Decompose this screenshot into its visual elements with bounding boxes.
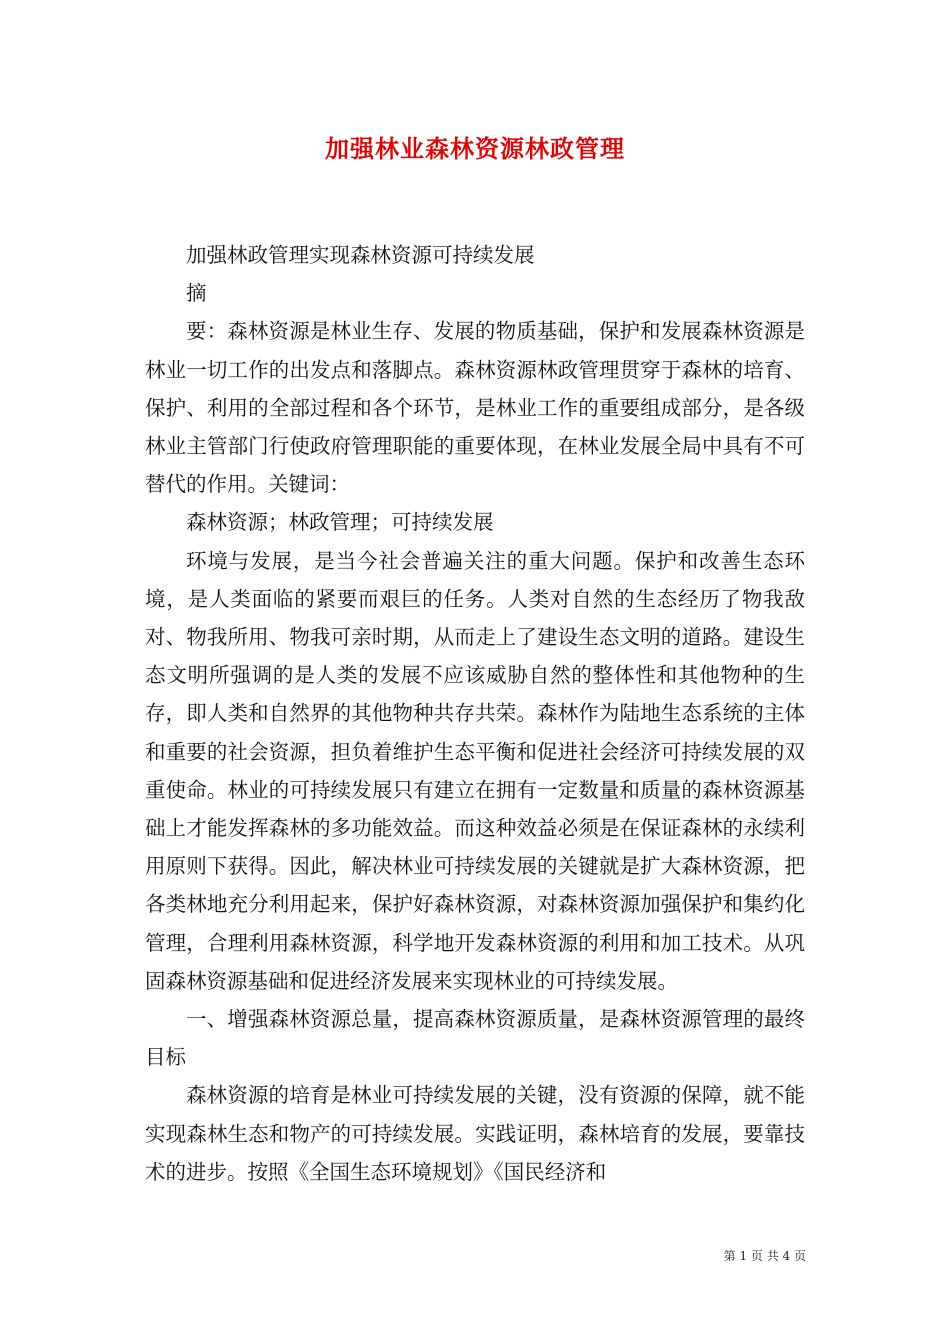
abstract-label: 摘 — [186, 281, 207, 306]
paragraph-intro: 环境与发展，是当今社会普遍关注的重大问题。保护和改善生态环境，是人类面临的紧要而艰巨的任务。人类对自然的生态经历了物我敌对、物我所用、物我可亲时期，从而走上了建设生态文明的道路。建设生态文明所强调的是人类的发展不应该威胁自然的整体性和其他物种的生存，即人类和自然界的其他物种共存共荣。森林作为陆地生态系统的主体和重要的社会资源，担负着维护生态平衡和促进社会经济可持续发展的双重使命。林业的可持续发展只有建立在拥有一定数量和质量的森林资源基础上才能发挥森林的多功能效益。而这种效益必须是在保证森林的永续利用原则下获得。因此，解决林业可持续发展的关键就是扩大森林资源，把各类林地充分利用起来，保护好森林资源，对森林资源加强保护和集约化管理，合理利用森林资源，科学地开发森林资源的利用和加工技术。从巩固森林资源基础和促进经济发展来实现林业的可持续发展。 — [145, 548, 805, 993]
subtitle: 加强林政管理实现森林资源可持续发展 — [186, 243, 535, 267]
document-body — [145, 236, 805, 1191]
paragraph-section-1: 森林资源的培育是林业可持续发展的关键，没有资源的保障，就不能实现森林生态和物产的可持续发展。实践证明，森林培育的发展，要靠技术的进步。按照《全国生态环境规划》《国民经济和 — [145, 1083, 805, 1184]
section-heading-1: 一、增强森林资源总量，提高森林资源质量，是森林资源管理的最终目标 — [145, 1007, 805, 1070]
page-number: 第 1 页 共 4 页 — [723, 1249, 806, 1263]
document-title: 加强林业森林资源林政管理 — [325, 134, 625, 163]
paragraph-keywords: 森林资源；林政管理；可持续发展 — [186, 510, 494, 535]
paragraph-abstract: 要：森林资源是林业生存、发展的物质基础，保护和发展森林资源是林业一切工作的出发点和落脚点。森林资源林政管理贯穿于森林的培育、保护、利用的全部过程和各个环节，是林业工作的重要组成部分，是各级林业主管部门行使政府管理职能的重要体现，在林业发展全局中具有不可替代的作用。关键词： — [145, 319, 805, 497]
